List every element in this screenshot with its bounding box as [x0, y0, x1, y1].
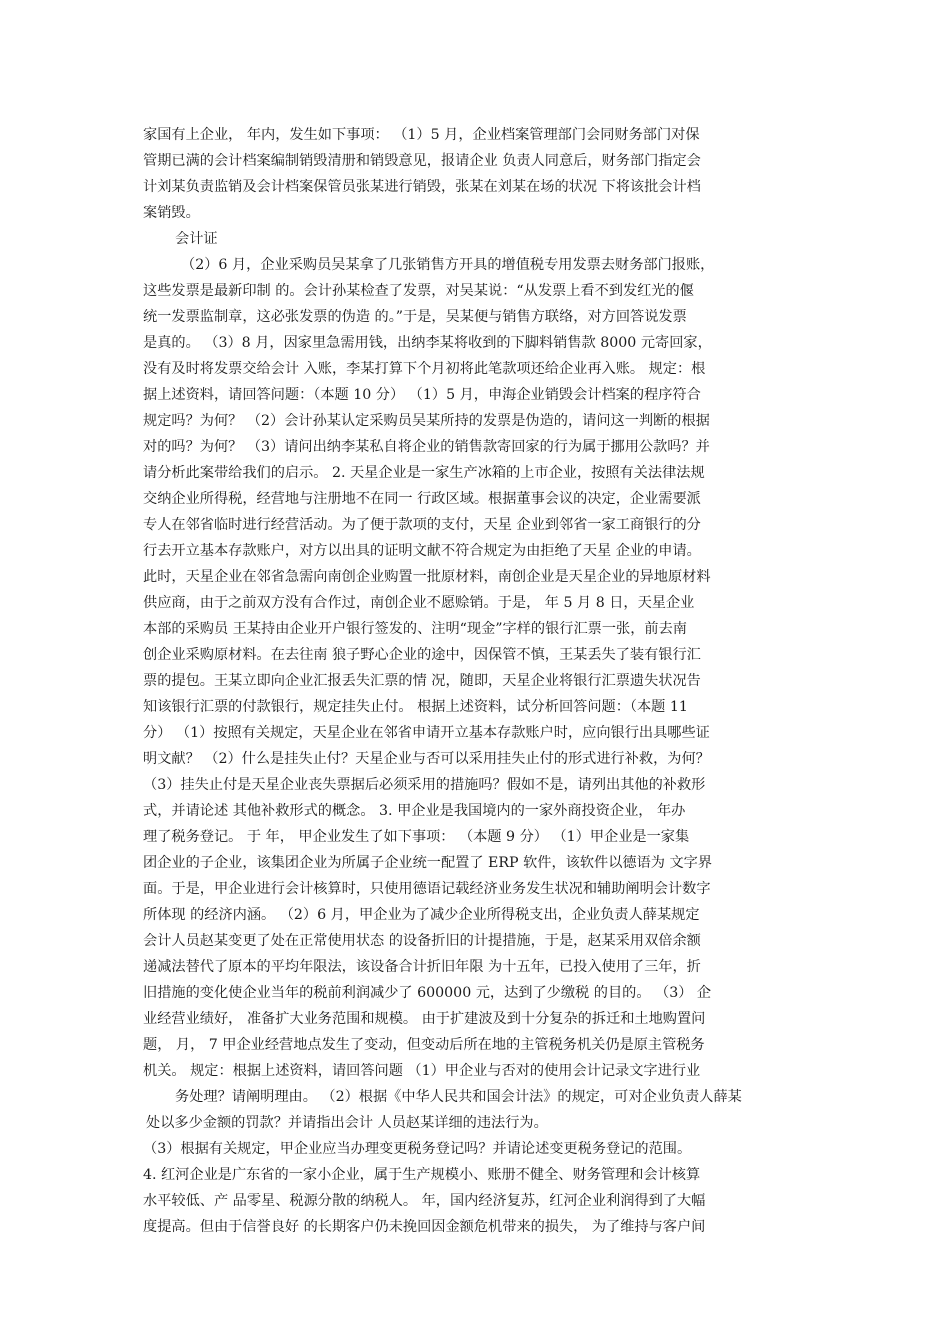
text-line: 请分析此案带给我们的启示。 2. 天星企业是一家生产冰箱的上市企业，按照有关法律法规 [143, 465, 705, 481]
text-line: 规定吗？为何？ （2）会计孙某认定采购员吴某所持的发票是伪造的，请问这一判断的根据 [143, 413, 710, 429]
text-line: （3）根据有关规定，甲企业应当办理变更税务登记吗？并请论述变更税务登记的范围。 [143, 1141, 692, 1157]
text-line: 所体现 的经济内涵。 （2）6 月，甲企业为了减少企业所得税支出，企业负责人薛某规定 [143, 907, 700, 923]
text-line: 供应商，由于之前双方没有合作过，南创企业不愿赊销。于是， 年 5 月 8 日，天星企业 [143, 595, 695, 611]
text-line: 据上述资料，请回答问题：（本题 10 分） （1）5 月，申海企业销毁会计档案的程序符合 [143, 387, 701, 403]
section-heading: 会计证 [175, 231, 218, 247]
text-line: 理了税务登记。 于 年， 甲企业发生了如下事项： （本题 9 分） （1）甲企业是一家集 [143, 829, 690, 845]
text-line: 本部的采购员 王某持由企业开户银行签发的、注明“现金”字样的银行汇票一张，前去南 [143, 621, 687, 637]
text-line: 行去开立基本存款账户，对方以出具的证明文献不符合规定为由拒绝了天星 企业的申请。 [143, 543, 701, 559]
text-line: 机关。 规定：根据上述资料，请回答问题 （1）甲企业与否对的使用会计记录文字进行业 [143, 1063, 701, 1079]
text-line: 交纳企业所得税，经营地与注册地不在同一 行政区域。根据董事会议的决定，企业需要派 [143, 491, 701, 507]
text-line: 团企业的子企业，该集团企业为所属子企业统一配置了 ERP 软件，该软件以德语为 文字界 [143, 855, 713, 871]
text-line: 这些发票是最新印制 的。会计孙某检查了发票，对吴某说：“从发票上看不到发红光的偃 [143, 283, 694, 299]
text-line: 式，并请论述 其他补救形式的概念。 3. 甲企业是我国境内的一家外商投资企业， 年办 [143, 803, 686, 819]
text-line: 会计人员赵某变更了处在正常使用状态 的设备折旧的计提措施，于是，赵某采用双倍余额 [143, 933, 701, 949]
text-line: 没有及时将发票交给会计 入账，李某打算下个月初将此笔款项还给企业再入账。 规定：根 [143, 361, 706, 377]
text-line: 面。于是，甲企业进行会计核算时，只使用德语记载经济业务发生状况和辅助阐明会计数字 [143, 881, 711, 897]
text-line: 分） （1）按照有关规定，天星企业在邻省申请开立基本存款账户时，应向银行出具哪些证 [143, 725, 710, 741]
text-line: 此时，天星企业在邻省急需向南创企业购置一批原材料，南创企业是天星企业的异地原材料 [143, 569, 711, 585]
text-line: 处以多少金额的罚款？并请指出会计 人员赵某详细的违法行为。 [146, 1115, 548, 1131]
text-line: 递减法替代了原本的平均年限法，该设备合计折旧年限 为十五年，已投入使用了三年，折 [143, 959, 701, 975]
text-line: 明文献？ （2）什么是挂失止付？天星企业与否可以采用挂失止付的形式进行补救，为何？ [143, 751, 710, 767]
text-line: 票的提包。王某立即向企业汇报丢失汇票的情 况，随即，天星企业将银行汇票遗失状况告 [143, 673, 701, 689]
text-line: （3）挂失止付是天星企业丧失票据后必须采用的措施吗？假如不是，请列出其他的补救形 [143, 777, 706, 793]
text-line: 度提高。但由于信誉良好 的长期客户仍未挽回因金额危机带来的损失， 为了维持与客户间 [143, 1219, 706, 1235]
text-line: 业经营业绩好， 准备扩大业务范围和规模。 由于扩建波及到十分复杂的拆迁和土地购置问 [143, 1011, 706, 1027]
text-line: 4. 红河企业是广东省的一家小企业，属于生产规模小、账册不健全、财务管理和会计核算 [143, 1167, 701, 1183]
text-line: 水平较低、产 品零星、税源分散的纳税人。 年，国内经济复苏，红河企业利润得到了大幅 [143, 1193, 706, 1209]
text-line: 统一发票监制章，这必张发票的伪造 的。”于是，吴某便与销售方联络，对方回答说发票 [143, 309, 687, 325]
text-line: 创企业采购原材料。在去往南 狼子野心企业的途中，因保管不慎，王某丢失了装有银行汇 [143, 647, 701, 663]
text-line: 管期已满的会计档案编制销毁清册和销毁意见，报请企业 负责人同意后，财务部门指定会 [143, 153, 701, 169]
text-line: 案销毁。 [143, 205, 200, 221]
text-line: 旧措施的变化使企业当年的税前利润减少了 600000 元，达到了少缴税 的目的。 （3） 企 [143, 985, 712, 1001]
text-line: 题， 月， 7 甲企业经营地点发生了变动，但变动后所在地的主管税务机关仍是原主管税务 [143, 1037, 705, 1053]
text-line: 家国有上企业， 年内，发生如下事项： （1）5 月，企业档案管理部门会同财务部门对保 [143, 127, 700, 143]
text-line: 专人在邻省临时进行经营活动。为了便于款项的支付，天星 企业到邻省一家工商银行的分 [143, 517, 701, 533]
text-line: 对的吗？为何？ （3）请问出纳李某私自将企业的销售款寄回家的行为属于挪用公款吗？并 [143, 439, 710, 455]
text-line: 是真的。 （3）8 月，因家里急需用钱，出纳李某将收到的下脚料销售款 8000 元寄回家， [143, 335, 712, 351]
text-line: 计刘某负责监销及会计档案保管员张某进行销毁，张某在刘某在场的状况 下将该批会计档 [143, 179, 701, 195]
text-line: 知该银行汇票的付款银行，规定挂失止付。 根据上述资料，试分析回答问题：（本题 11 [143, 699, 688, 715]
text-line: （2）6 月，企业采购员吴某拿了几张销售方开具的增值税专用发票去财务部门报账， [181, 257, 715, 273]
text-line: 务处理？请阐明理由。 （2）根据《中华人民共和国会计法》的规定，可对企业负责人薛某 [175, 1089, 742, 1105]
